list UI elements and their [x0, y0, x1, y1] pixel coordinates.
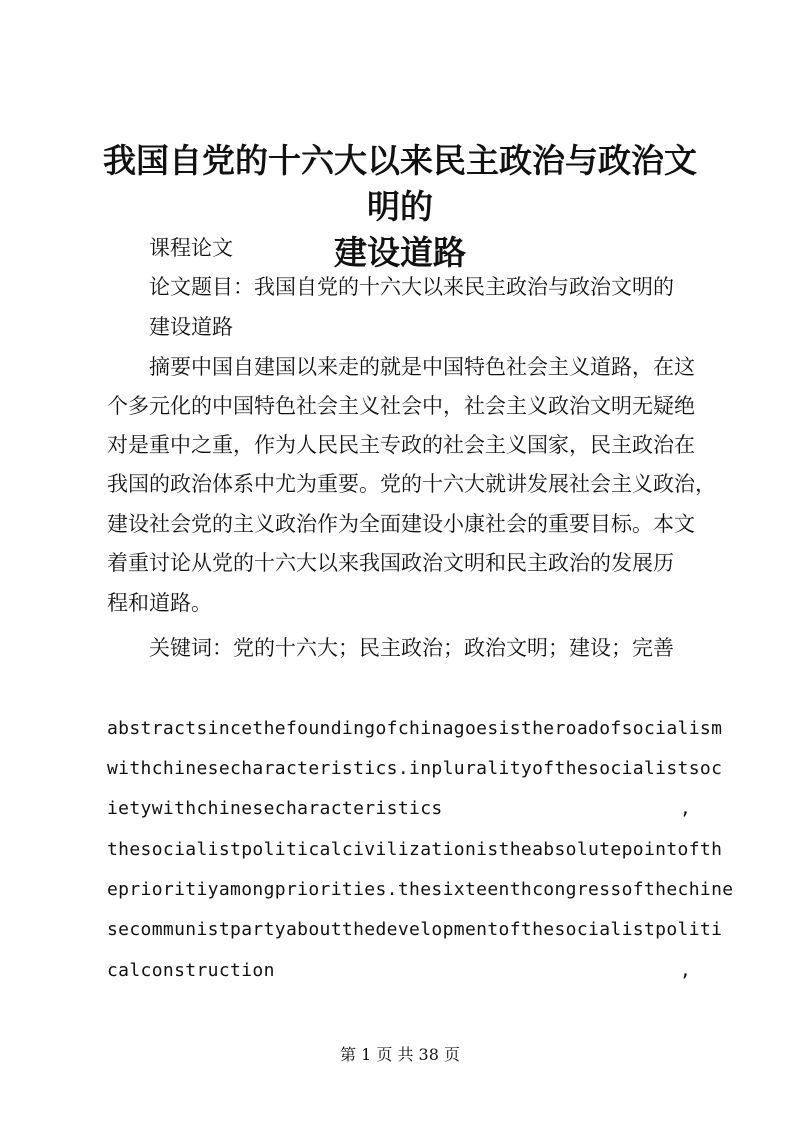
abstract-line-6: 着重讨论从党的十六大以来我国政治文明和民主政治的发展历	[107, 551, 674, 575]
abstract-line-2: 个多元化的中国特色社会主义社会中，社会主义政治文明无疑绝	[107, 394, 695, 418]
abstract-line-4: 我国的政治体系中尤为重要。党的十六大就讲发展社会主义政治，	[107, 472, 716, 496]
abstract-line-1: 摘要中国自建国以来走的就是中国特色社会主义道路，在这	[149, 355, 695, 379]
abstract-line-5: 建设社会党的主义政治作为全面建设小康社会的重要目标。本文	[107, 512, 695, 536]
english-line-1: abstractsincethefoundingofchinagoesistheroadofsocialism	[107, 718, 723, 739]
english-line-5: eprioritiyamongpriorities.thesixteenthcongressofthechine	[107, 879, 734, 900]
english-line-4: thesocialistpoliticalcivilizationistheabsolutepointofth	[107, 839, 723, 860]
english-line-3: ietywithchinesecharacteristics	[107, 798, 443, 819]
page-indicator: 第 1 页 共 38 页	[340, 1045, 460, 1064]
english-comma-2: ,	[680, 960, 691, 981]
title-line-1: 我国自党的十六大以来民主政治与政治文明的	[103, 141, 697, 226]
keywords-line: 关键词：党的十六大；民主政治；政治文明；建设；完善	[149, 636, 674, 660]
english-line-6: secommunistpartyaboutthedevelopmentofthesocialistpoliti	[107, 919, 723, 940]
english-line-7: calconstruction	[107, 960, 275, 981]
english-comma-1: ,	[680, 798, 691, 819]
english-line-2: withchinesecharacteristics.inpluralityofthesocialistsoc	[107, 758, 723, 779]
abstract-line-7: 程和道路。	[107, 591, 212, 615]
topic-line-2: 建设道路	[149, 315, 233, 339]
title-line-2: 建设道路	[334, 233, 466, 272]
course-label: 课程论文	[149, 236, 233, 260]
abstract-line-3: 对是重中之重，作为人民民主专政的社会主义国家，民主政治在	[107, 433, 695, 457]
topic-line-1: 论文题目：我国自党的十六大以来民主政治与政治文明的	[149, 275, 674, 299]
